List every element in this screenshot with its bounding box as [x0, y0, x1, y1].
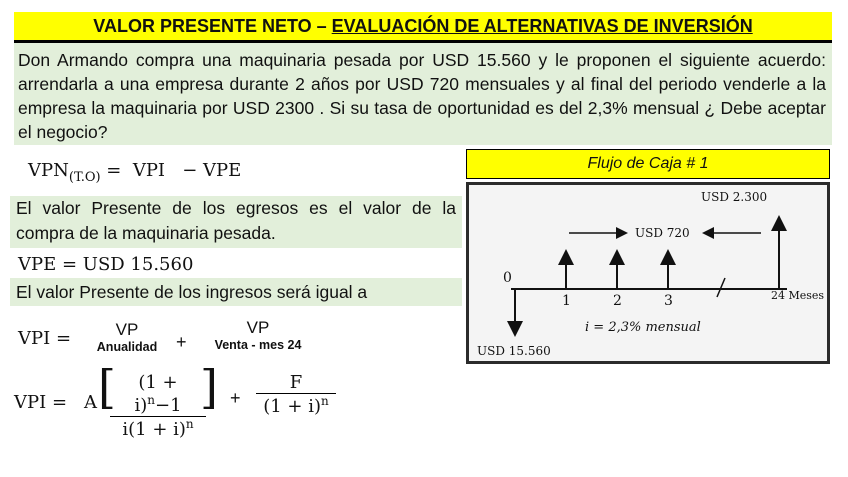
plus-sign-1: + — [176, 332, 187, 352]
vpn-rhs: = VPI − VPE — [100, 160, 242, 181]
vp-venta — [206, 318, 310, 352]
den1-base: i(1 + i) — [122, 419, 186, 440]
title-underlined: EVALUACIÓN DE ALTERNATIVAS DE INVERSIÓN — [331, 16, 753, 36]
label-rate: i = 2,3% mensual — [585, 320, 701, 335]
vp-anualidad-bottom: Anualidad — [96, 340, 158, 354]
ingresos-text: El valor Presente de los ingresos será igual a — [10, 278, 462, 306]
title-main: VALOR PRESENTE NETO – — [93, 16, 332, 36]
egresos-text: El valor Presente de los egresos es el valor de la compra de la maquinaria pesada. — [10, 196, 462, 248]
den1-exp: n — [185, 417, 194, 431]
plus-sign-2: + — [230, 388, 241, 408]
cash-flow-diagram — [466, 182, 830, 364]
label-t3: 3 — [664, 293, 673, 309]
den2-base: (1 + i) — [263, 396, 322, 417]
label-usd-720: USD 720 — [635, 226, 690, 240]
vpn-subscript: (T.O) — [68, 170, 101, 185]
annuity-numerator — [110, 372, 206, 417]
vp-venta-top: VP — [246, 318, 270, 337]
label-t24: 24 Meses — [771, 289, 825, 302]
fv-numerator: F — [256, 372, 336, 394]
annuity-A: A — [84, 392, 97, 413]
problem-statement: Don Armando compra una maquinaria pesada por USD 15.560 y le proponen el siguiente acuerdo: arrendarla a una empresa durante 2 años por USD 720 mensuales y al final del periodo venderle a la empresa la maquinaria por USD 2300 . Si su tasa de oportunidad es del 2,3% mensual ¿ Debe aceptar el negocio? — [14, 40, 832, 145]
vpi-lhs-1: VPI = — [18, 328, 72, 349]
flujo-title: Flujo de Caja # 1 — [466, 149, 830, 179]
label-usd-15560: USD 15.560 — [477, 344, 551, 358]
vp-anualidad — [92, 320, 162, 354]
page-title — [14, 12, 832, 40]
right-bracket: ] — [200, 360, 218, 414]
label-t2: 2 — [613, 293, 622, 309]
axis-break-mark — [717, 278, 725, 297]
vpi-lhs-2: VPI = — [14, 392, 68, 413]
cash-flow-svg — [469, 185, 827, 361]
vpn-lhs: VPN — [28, 160, 69, 181]
num1-exp: n — [147, 393, 155, 407]
label-t1: 1 — [562, 293, 571, 309]
num1-tail: −1 — [154, 395, 182, 416]
fv-denominator — [256, 394, 336, 417]
annuity-denominator — [110, 417, 206, 440]
den2-exp: n — [321, 394, 329, 408]
num1-base: (1 + i) — [134, 372, 178, 416]
label-usd-2300: USD 2.300 — [701, 190, 768, 204]
label-zero: 0 — [503, 270, 512, 286]
future-value-fraction — [256, 372, 336, 417]
vpn-equation — [28, 160, 241, 185]
vpe-equation: VPE = USD 15.560 — [18, 254, 194, 275]
vp-venta-bottom: Venta - mes 24 — [214, 338, 302, 352]
annuity-fraction — [110, 372, 206, 440]
left-bracket: [ — [98, 360, 116, 414]
vp-anualidad-top: VP — [115, 320, 139, 339]
